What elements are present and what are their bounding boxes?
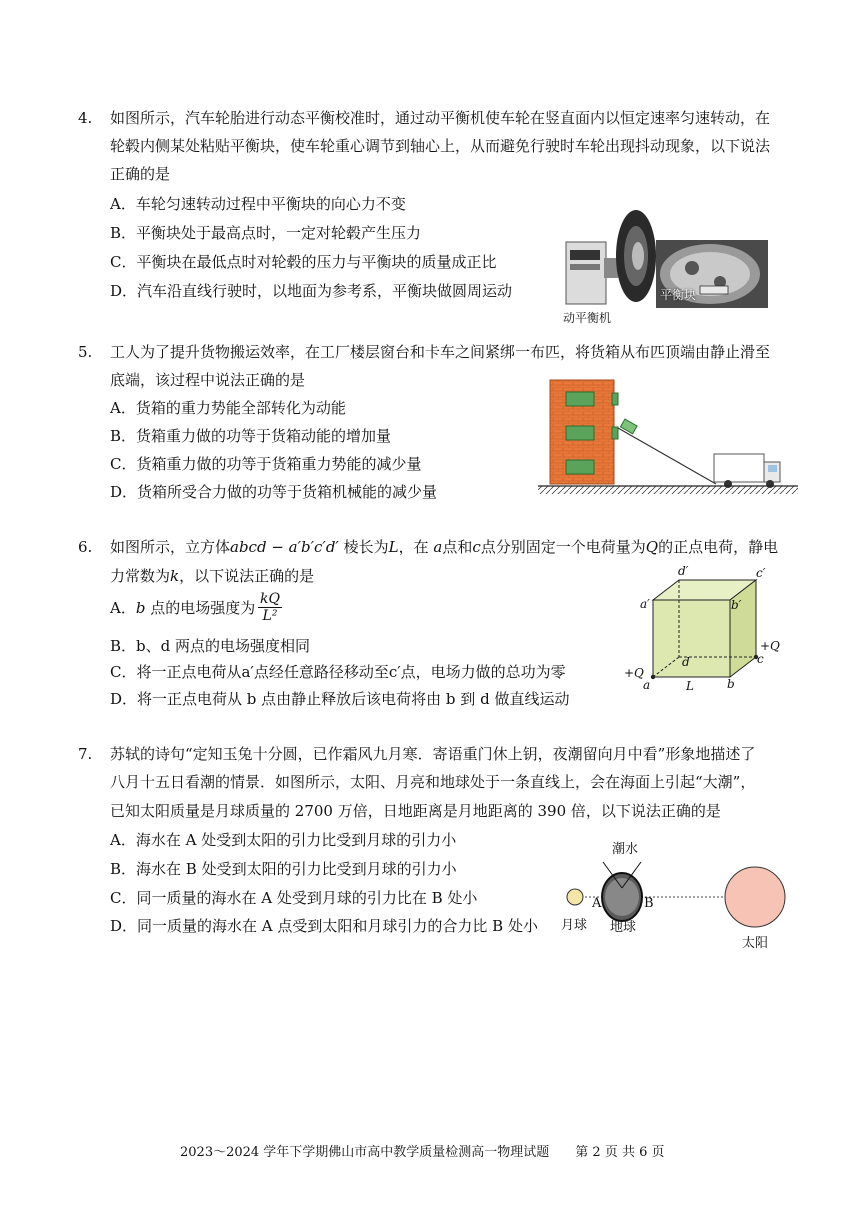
q7-option-a: A．海水在 A 处受到太阳的引力比受到月球的引力小 (110, 831, 457, 849)
q5-stem-line2: 底端，该过程中说法正确的是 (110, 371, 306, 389)
q4-number: 4. (78, 109, 93, 127)
q6-option-c: C．将一正点电荷从a′点经任意路径移动至c′点，电场力做的总功为零 (110, 663, 566, 681)
point-a-label: A (592, 896, 602, 911)
q6-number: 6. (78, 538, 93, 556)
q7-number: 7. (78, 745, 93, 763)
q6-stem-line1: 如图所示，立方体abcd − a′b′c′d′ 棱长为L，在 a点和c点分别固定一个电荷量为Q的正点电荷，静电 (110, 538, 779, 556)
q6-option-b: B．b、d 两点的电场强度相同 (110, 637, 310, 655)
q6-option-d: D．将一正点电荷从 b 点由静止释放后该电荷将由 b 到 d 做直线运动 (110, 690, 570, 708)
tide-label: 潮水 (612, 842, 639, 857)
cube-vertex-c1: c′ (756, 566, 766, 580)
q7-stem-line1: 苏轼的诗句“定知玉兔十分圆，已作霜风九月寒．寄语重门休上钥，夜潮留向月中看”形象地描述了 (110, 745, 756, 763)
cube-vertex-a: a (643, 678, 651, 692)
building-truck-figure (538, 376, 798, 498)
q5-option-d: D．货箱所受合力做的功等于货箱机械能的减少量 (110, 483, 438, 501)
q6-stem-line2: 力常数为k，以下说法正确的是 (110, 567, 315, 585)
q5-option-b: B．货箱重力做的功等于货箱动能的增加量 (110, 427, 392, 445)
earth-label: 地球 (610, 920, 637, 935)
q5-stem-line1: 工人为了提升货物搬运效率，在工厂楼层窗台和卡车之间紧绑一布匹，将货箱从布匹顶端由静止滑至 (110, 343, 771, 361)
q6-option-a-fraction: kQ L² (260, 591, 280, 624)
q4-option-c: C．平衡块在最低点时对轮毂的压力与平衡块的质量成正比 (110, 253, 497, 271)
q4-stem-line2: 轮毂内侧某处粘贴平衡块，使车轮重心调节到轴心上，从而避免行驶时车轮出现抖动现象，以下说法 (110, 137, 771, 155)
q4-stem-line3: 正确的是 (110, 165, 171, 183)
q5-option-a: A．货箱的重力势能全部转化为动能 (110, 399, 346, 417)
cube-edge-l: L (686, 679, 694, 693)
cube-vertex-d: d (682, 655, 690, 669)
q6-option-a: A．b 点的电场强度为 (110, 599, 256, 617)
cube-vertex-c: c (757, 652, 764, 666)
moon-label: 月球 (561, 918, 588, 933)
cube-charge-right: +Q (760, 639, 780, 653)
q4-option-b: B．平衡块处于最高点时，一定对轮毂产生压力 (110, 224, 422, 242)
q4-option-d: D．汽车沿直线行驶时，以地面为参考系，平衡块做圆周运动 (110, 282, 513, 300)
q4-option-a: A．车轮匀速转动过程中平衡块的向心力不变 (110, 195, 406, 213)
q7-option-d: D．同一质量的海水在 A 点受到太阳和月球引力的合力比 B 处小 (110, 917, 538, 935)
q7-option-c: C．同一质量的海水在 A 处受到月球的引力比在 B 处小 (110, 889, 478, 907)
point-b-label: B (644, 896, 654, 911)
q4-stem-line1: 如图所示，汽车轮胎进行动态平衡校准时，通过动平衡机使车轮在竖直面内以恒定速率匀速转动，在 (110, 109, 771, 127)
page-footer: 2023～2024 学年下学期佛山市高中教学质量检测高一物理试题 第 2 页 共 6 页 (180, 1145, 665, 1160)
q7-stem-line3: 已知太阳质量是月球质量的 2700 万倍，日地距离是月地距离的 390 倍，以下说法正确的是 (110, 802, 721, 820)
cube-vertex-b: b (727, 677, 735, 691)
cube-vertex-b1: b′ (731, 598, 742, 612)
q5-option-c: C．货箱重力做的功等于货箱重力势能的减少量 (110, 455, 422, 473)
q7-stem-line2: 八月十五日看潮的情景．如图所示，太阳、月亮和地球处于一条直线上，会在海面上引起“大潮”， (110, 773, 756, 791)
q7-option-b: B．海水在 B 处受到太阳的引力比受到月球的引力小 (110, 860, 457, 878)
balancer-machine-label: 动平衡机 (563, 311, 612, 325)
sun-label: 太阳 (742, 936, 769, 951)
balance-block-label: 平衡块 (660, 288, 697, 302)
q5-number: 5. (78, 343, 93, 361)
cube-vertex-a1: a′ (640, 597, 650, 611)
cube-vertex-d1: d′ (678, 564, 689, 578)
cube-charge-left: +Q (624, 666, 644, 680)
